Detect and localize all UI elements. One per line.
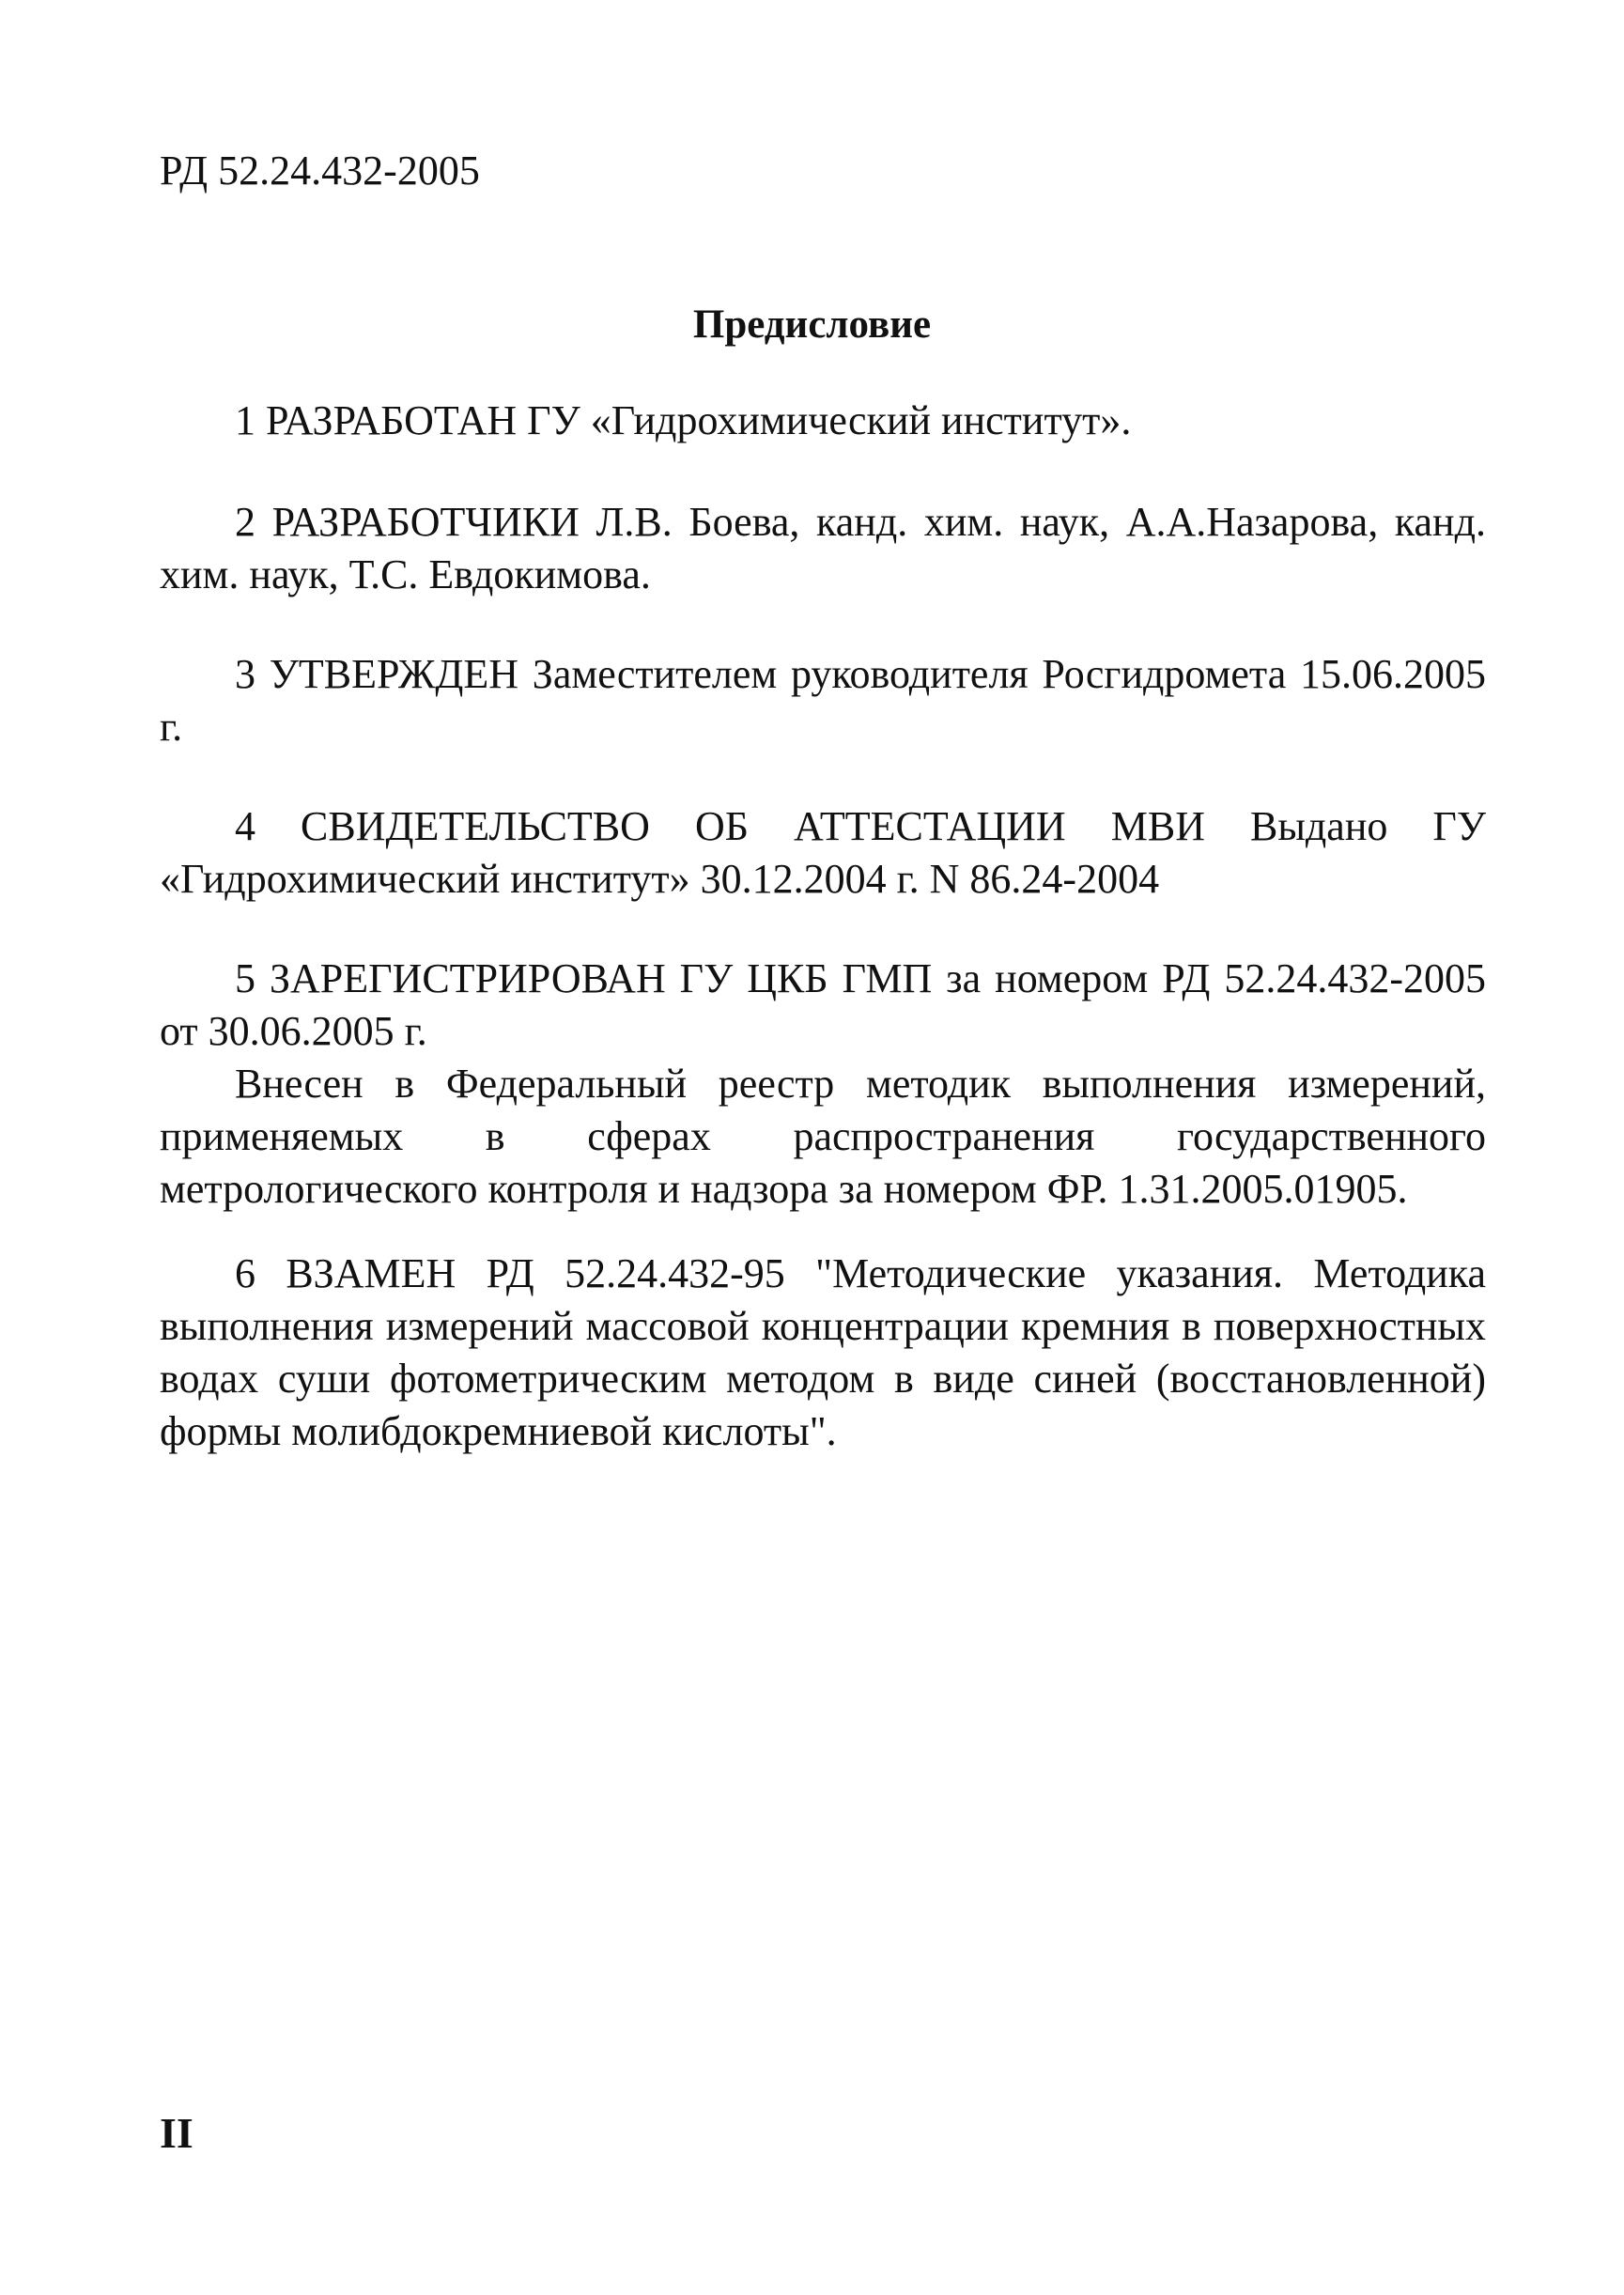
page-title: Предисловие	[692, 302, 932, 347]
preface-item-2-text: 2 РАЗРАБОТЧИКИ Л.В. Боева, канд. хим. наук, А.А.Назарова, канд. хим. наук, Т.С. Евдокимова.	[160, 499, 1486, 597]
preface-item-6-text: 6 ВЗАМЕН РД 52.24.432-95 "Методические указания. Методика выполнения измерений массовой концентрации кремния в поверхностных водах суши фотометрическим методом в виде синей (восстановленной) формы молибдокремниевой кислоты".	[160, 1250, 1486, 1454]
preface-item-5	[160, 953, 1486, 1216]
preface-item-5-text: 5 ЗАРЕГИСТРИРОВАН ГУ ЦКБ ГМП за номером РД 52.24.432-2005 от 30.06.2005 г.	[160, 955, 1486, 1054]
preface-item-4-text: 4 СВИДЕТЕЛЬСТВО ОБ АТТЕСТАЦИИ МВИ Выдано ГУ «Гидрохимический институт» 30.12.2004 г. N 86.24-2004	[160, 803, 1486, 902]
preface-item-6	[160, 1248, 1486, 1458]
preface-item-3	[160, 648, 1486, 753]
document-code: РД 52.24.432-2005	[160, 147, 480, 194]
preface-item-2	[160, 496, 1486, 601]
preface-item-1	[160, 395, 1486, 447]
preface-item-3-text: 3 УТВЕРЖДЕН Заместителем руководителя Росгидромета 15.06.2005 г.	[160, 651, 1486, 750]
preface-item-5-registry-text: Внесен в Федеральный реестр методик выполнения измерений, применяемых в сферах распространения государственного метрологического контроля и надзора за номером ФР. 1.31.2005.01905.	[160, 1061, 1486, 1212]
preface-item-1-text: 1 РАЗРАБОТАН ГУ «Гидрохимический институт».	[235, 397, 1132, 443]
page-number: II	[160, 2109, 193, 2157]
preface-item-4	[160, 800, 1486, 906]
